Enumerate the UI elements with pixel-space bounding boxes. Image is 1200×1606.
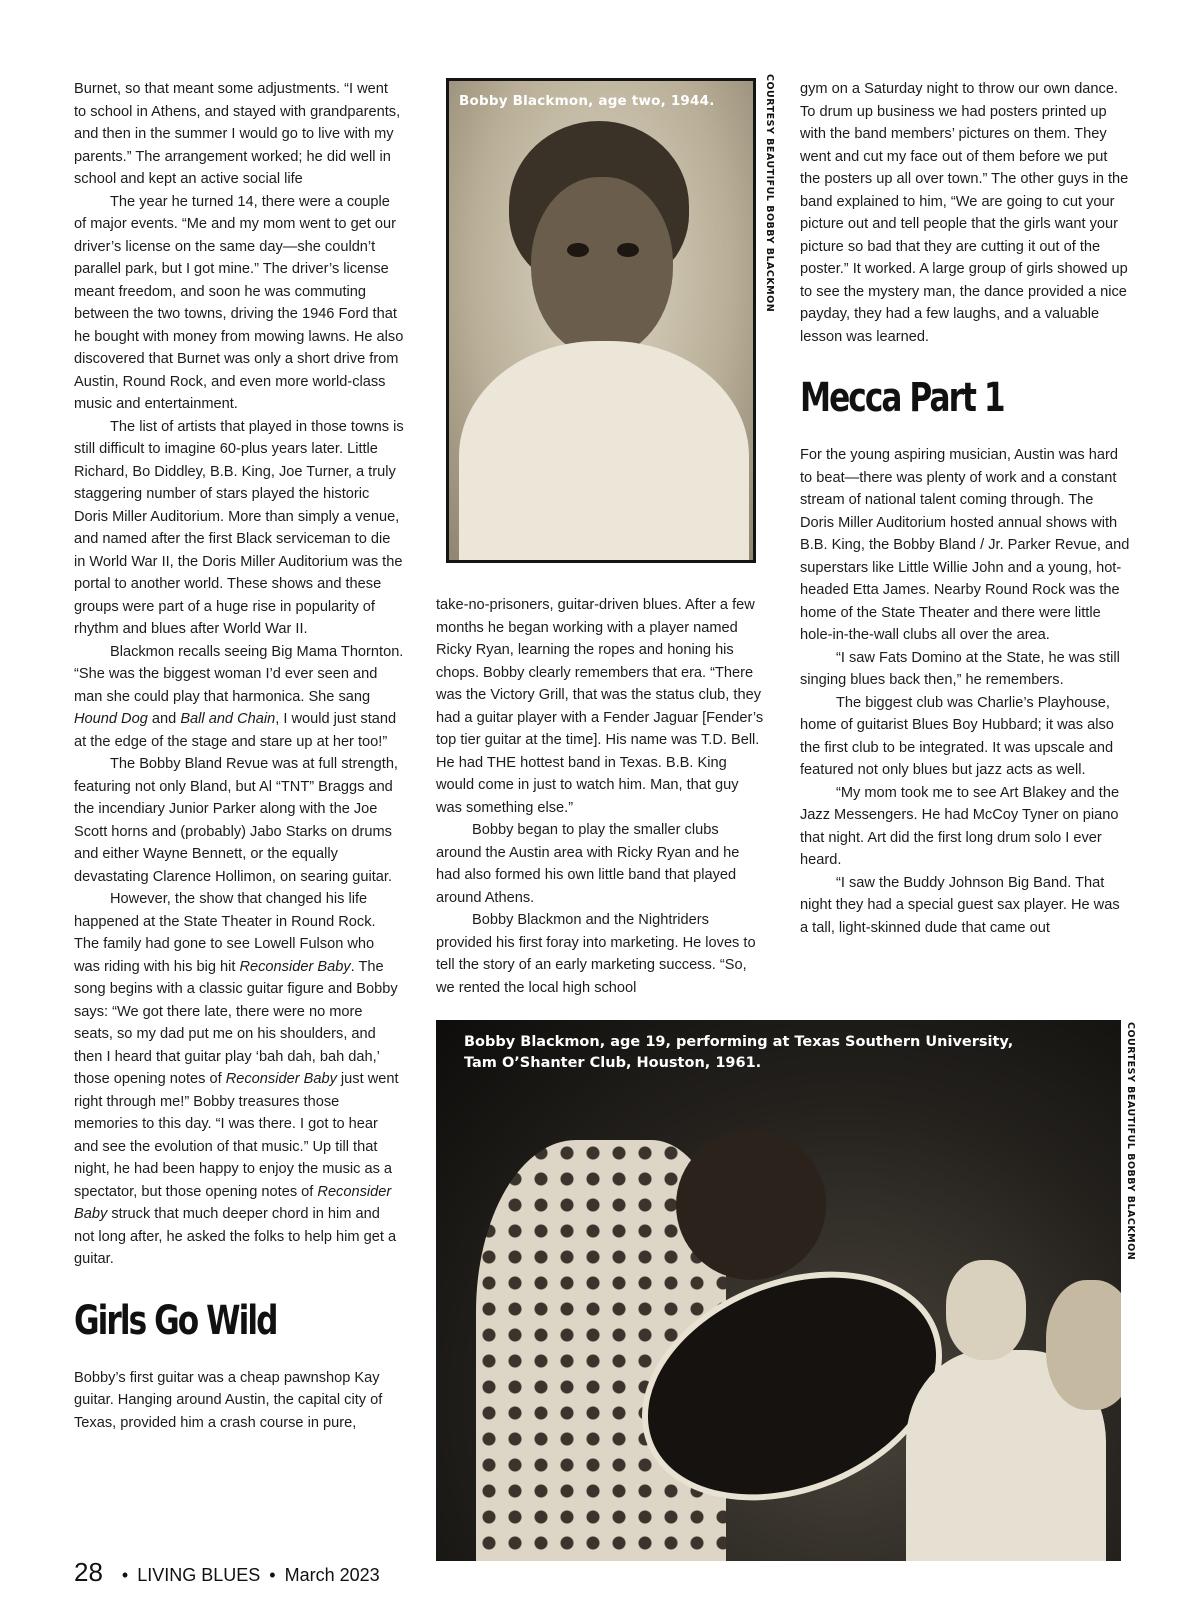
bullet-separator: •	[269, 1565, 276, 1585]
caption-line: Bobby Blackmon, age 19, performing at Texas Southern University,	[464, 1034, 1014, 1050]
page-number: 28	[74, 1557, 103, 1587]
song-title: Ball and Chain	[180, 711, 276, 727]
article-column-middle	[436, 594, 766, 999]
text-run: Blackmon recalls seeing Big Mama Thornton. “She was the biggest woman I’d ever seen and man she could play that harmonica. She sang	[74, 643, 404, 705]
song-title: Reconsider Baby	[74, 1183, 392, 1222]
photo-garment	[459, 341, 749, 563]
photo-bobby-age-two	[446, 78, 756, 563]
photo-face	[531, 177, 673, 357]
photo-credit: COURTESY BEAUTIFUL BOBBY BLACKMON	[764, 74, 775, 313]
paragraph: “My mom took me to see Art Blakey and the Jazz Messengers. He had McCoy Tyner on piano that night. Art did the first long drum solo I ever heard.	[800, 784, 1120, 868]
photo-audience-face	[946, 1260, 1026, 1360]
text-run: and	[147, 711, 181, 727]
text-run: . The song begins with a classic guitar figure and Bobby says: “We got there late, there were no more seats, so my dad put me on his shoulders, and then I heard that guitar play ‘bah dah, bah dah,’ those opening notes of	[74, 958, 398, 1087]
article-column-right	[800, 78, 1130, 939]
paragraph: “I saw the Buddy Johnson Big Band. That night they had a special guest sax player. He was a tall, light-skinned dude that came out	[800, 874, 1120, 936]
paragraph: The year he turned 14, there were a couple of major events. “Me and my mom went to get our driver’s license on the same day—she couldn’t parallel park, but I got mine.” The driver’s license meant freedom, and soon he was commuting between the two towns, driving the 1946 Ford that he bought with money from mowing lawns. He also discovered that Burnet was only a short drive from Austin, Round Rock, and even more world-class music and entertainment.	[74, 193, 404, 412]
song-title: Hound Dog	[74, 711, 148, 727]
photo-performer-head	[676, 1130, 826, 1280]
page-footer	[74, 1557, 380, 1588]
section-heading-mecca-part-1: Mecca Part 1	[800, 375, 1004, 421]
section-heading-girls-go-wild: Girls Go Wild	[74, 1297, 277, 1344]
photo-eye	[567, 243, 589, 257]
paragraph: “I saw Fats Domino at the State, he was still singing blues back then,” he remembers.	[800, 649, 1120, 688]
paragraph: Bobby Blackmon and the Nightriders provided his first foray into marketing. He loves to tell the story of an early marketing success. “So, we rented the local high school	[436, 912, 756, 996]
bullet-separator: •	[121, 1565, 129, 1585]
article-column-left	[74, 78, 404, 1434]
paragraph	[74, 641, 404, 754]
paragraph: gym on a Saturday night to throw our own dance. To drum up business we had posters printed up with the band members’ pictures on them. They went and cut my face out of them before we put the posters up all over town.” The other guys in the band explained to him, “We are going to cut your picture out and tell people that the girls want your picture so bad that they are cutting it out of the poster.” It worked. A large group of girls showed up to see the mystery man, the dance provided a nice payday, they had a few laughs, and a valuable lesson was learned.	[800, 81, 1129, 345]
song-title: Reconsider Baby	[225, 1071, 337, 1087]
magazine-name: LIVING BLUES	[137, 1565, 261, 1585]
text-run: , I would just stand at the edge of the stage and stare up at her too!”	[74, 711, 397, 750]
paragraph: The Bobby Bland Revue was at full strength, featuring not only Bland, but Al “TNT” Braggs and the incendiary Junior Parker along with the Joe Scott horns and (probably) Jabo Starks on drums and either Wayne Bennett, or the equally devastating Clarence Hollimon, on searing guitar.	[74, 756, 398, 885]
issue-date: March 2023	[284, 1565, 380, 1585]
caption-line: Tam O’Shanter Club, Houston, 1961.	[464, 1055, 762, 1071]
paragraph: Bobby’s first guitar was a cheap pawnshop Kay guitar. Hanging around Austin, the capital city of Texas, provided him a crash course in pure,	[74, 1369, 383, 1431]
photo-audience-face	[1046, 1280, 1121, 1410]
paragraph: The list of artists that played in those towns is still difficult to imagine 60-plus years later. Little Richard, Bo Diddley, B.B. King, Joe Turner, a truly staggering number of stars played the historic Doris Miller Auditorium. More than simply a venue, and named after the first Black serviceman to die in World War II, the Doris Miller Auditorium was the portal to another world. These shows and these groups were part of a huge rise in popularity of rhythm and blues after World War II.	[74, 418, 404, 637]
photo-eye	[617, 243, 639, 257]
paragraph	[74, 888, 404, 1271]
text-run: struck that much deeper chord in him and not long after, he asked the folks to help him get a guitar.	[74, 1206, 397, 1267]
song-title: Reconsider Baby	[239, 958, 351, 975]
photo-caption: Bobby Blackmon, age two, 1944.	[459, 93, 715, 109]
paragraph: Bobby began to play the smaller clubs around the Austin area with Ricky Ryan and he had also formed his own little band that played around Athens.	[436, 822, 740, 906]
paragraph: For the young aspiring musician, Austin was hard to beat—there was plenty of work and a constant stream of national talent coming through. The Doris Miller Auditorium hosted annual shows with B.B. King, the Bobby Bland / Jr. Parker Revue, and superstars like Little Willie John and a young, hot-headed Etta James. Nearby Round Rock was the home of the State Theater and there were little hole-in-the-wall clubs all over the area.	[800, 447, 1130, 643]
photo-caption	[464, 1032, 1013, 1074]
photo-credit: COURTESY BEAUTIFUL BOBBY BLACKMON	[1125, 1022, 1136, 1261]
paragraph: The biggest club was Charlie’s Playhouse, home of guitarist Blues Boy Hubbard; it was also the first club to be integrated. It was upscale and featured not only blues but jazz acts as well.	[800, 694, 1114, 778]
paragraph: take-no-prisoners, guitar-driven blues. After a few months he began working with a player named Ricky Ryan, learning the ropes and honing his chops. Bobby clearly remembers that era. “There was the Victory Grill, that was the status club, they had a guitar player with a Fender Jaguar [Fender’s top tier guitar at the time]. His name was T.D. Bell. He had THE hottest band in Texas. B.B. King would come in just to watch him. Man, that guy was something else.”	[436, 597, 764, 816]
text-run: However, the show that changed his life happened at the State Theater in Round Rock. The family had gone to see Lowell Fulson who was riding with his big hit	[74, 891, 376, 975]
paragraph: Burnet, so that meant some adjustments. “I went to school in Athens, and stayed with grandparents, and then in the summer I would go to live with my parents.” The arrangement worked; he did well in school and kept an active social life	[74, 81, 401, 187]
text-run: just went right through me!” Bobby treasures those memories to this day. “I was there. I got to hear and see the evolution of that music.” Up till that night, he had been happy to enjoy the music as a spectator, but those opening notes of	[74, 1071, 399, 1200]
photo-bobby-performing	[436, 1020, 1121, 1561]
